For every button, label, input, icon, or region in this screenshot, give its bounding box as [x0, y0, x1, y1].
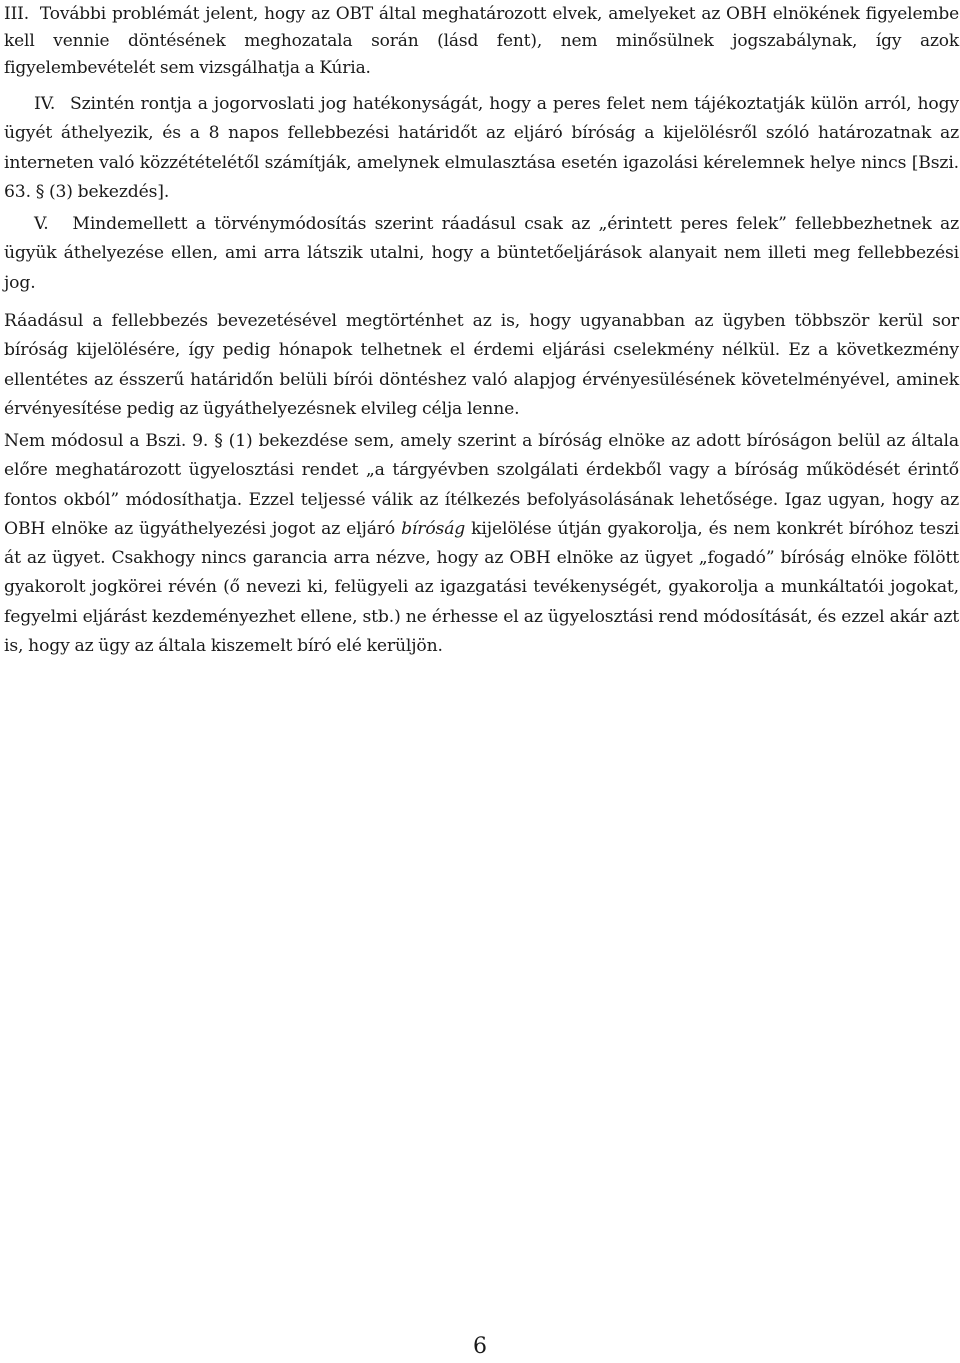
paragraph-text: További problémát jelent, hogy az OBT által meghatározott elvek, amelyeket az OBH elnökének figyelembe kell vennie döntésének meghozatala során (lásd fent), nem minősülnek jogszabálynak, így azok figyelembevételét sem vizsgálhatja a Kúria. [4, 4, 959, 78]
paragraph-iv [4, 90, 959, 207]
body-paragraph: Ráadásul a fellebbezés bevezetésével megtörténhet az is, hogy ugyanabban az ügyben többször kerül sor bíróság kijelölésére, így pedig hónapok telhetnek el érdemi eljárási cselekmény nélkül. Ez a következmény ellentétes az ésszerű határidőn belüli bírói döntéshez való alapjog érvényesülésének követelményével, aminek érvényesítése pedig az ügyáthelyezésnek elvileg célja lenne. [4, 311, 959, 419]
italic-word: bíróság [401, 518, 466, 539]
paragraph-number: V. [34, 214, 49, 234]
paragraph-text: Nem módosul a Bszi. 9. § (1) bekezdése sem, amely szerint a bíróság elnöke az adott bíróságon belül az általa előre meghatározott ügyelosztási rendet „a tárgyévben szolgálati érdekből vagy a bíróság működését érintő fontos okból” módosíthatja. Ezzel teljessé válik az ítélkezés befolyásolásának lehetősége. Igaz ugyan, hogy az OBH elnöke az ügyáthelyezési jogot az eljáró [4, 431, 959, 539]
body-paragraph [4, 427, 959, 661]
page-number: 6 [473, 1334, 487, 1359]
paragraph-iii [4, 1, 959, 82]
paragraph-text: kijelölése útján gyakorolja, és nem konkrét bíróhoz teszi át az ügyet. Csakhogy nincs garancia arra nézve, hogy az OBH elnöke az ügyet „fogadó” bíróság elnöke fölött gyakorolt jogkörei révén (ő nevezi ki, felügyeli az igazgatási tevékenységét, gyakorolja a munkáltatói jogokat, fegyelmi eljárást kezdeményezhet ellene, stb.) ne érhesse el az ügyelosztási rend módosítását, és ezzel akár azt is, hogy az ügy az általa kiszemelt bíró elé kerüljön. [4, 518, 959, 657]
paragraph-number: IV. [34, 94, 56, 114]
paragraph-number: III. [4, 4, 29, 24]
paragraph-v [4, 210, 959, 298]
paragraph-text: Mindemellett a törvénymódosítás szerint ráadásul csak az „érintett peres felek” fellebbezhetnek az ügyük áthelyezése ellen, ami arra látszik utalni, hogy a büntetőeljárások alanyait nem illeti meg fellebbezési jog. [4, 214, 959, 293]
paragraph-text: Szintén rontja a jogorvoslati jog hatékonyságát, hogy a peres felet nem tájékoztatják külön arról, hogy ügyét áthelyezik, és a 8 napos fellebbezési határidőt az eljáró bíróság a kijelölésről szóló határozatnak az interneten való közzétételétől számítják, amelynek elmulasztása esetén igazolási kérelemnek helye nincs [Bszi. 63. § (3) bekezdés]. [4, 94, 959, 202]
